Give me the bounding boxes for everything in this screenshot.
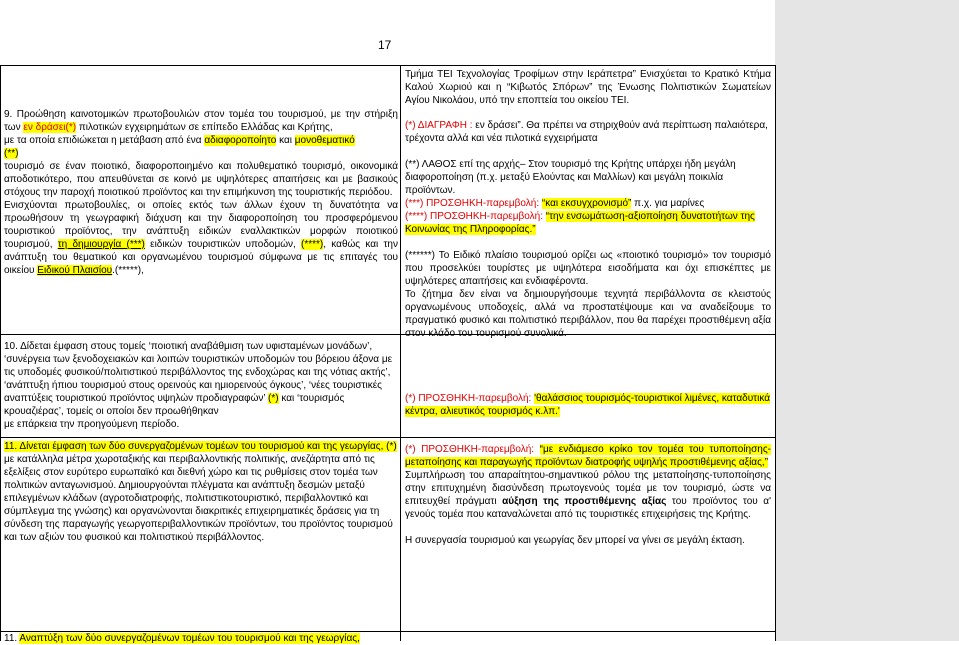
table-border-top [0, 65, 776, 66]
text-span: με τα οποία επιδιώκεται η μετάβαση από ένα [4, 135, 205, 146]
row3-right-cell [405, 443, 771, 547]
row2-right-text [405, 392, 771, 418]
highlight-span: μονοθεματικό [294, 135, 355, 146]
text-span: , καθώς και την ανάπτυξη του θεματικού και οργανωμένου τουρισμού σύμφωνα με τις επιταγές του οικείου [4, 239, 398, 276]
text-span: (*) ΠΡΟΣΘΗΚΗ-παρεμβολή: [405, 393, 535, 404]
row1-left-para1 [4, 108, 398, 134]
text-span: Ενισχύονται πρωτοβουλίες, οι οποίες εκτός των άλλων έχουν τη δυνατότητα να προωθήσουν τη γεωγραφική διάχυση και την διαφοροποίηση του προσφερόμενου τουριστικού προϊόντος, την ανάπτυξη ειδικών εναλλακτικών μορφών ποιοτικού τουρισμού, [4, 200, 398, 250]
row1-left-para2 [4, 134, 398, 160]
highlight-span: “την ενσωμάτωση-αξιοποίηση δυνατοτήτων της Κοινωνίας της Πληροφορίας.” [405, 211, 755, 235]
row1-left-para4 [4, 199, 398, 277]
row2-right-cell [405, 392, 771, 418]
text-span: 10. Δίδεται έμφαση στους τομείς ‘ποιοτική αναβάθμιση των υφισταμένων μονάδων’, ‘συνέργεια των ξενοδοχειακών και λοιπών τουριστικών υποδομών του βόρειου άξονα με τις υποδομές φυσικού/πολιτιστικού περιβάλλοντος της ενδοχώρας και της νότιας ακτής’, ‘ανάπτυξη ήπιου τουρισμού στους ορεινούς και ημιορεινούς όγκους’, ‘νέες τουριστικές αναπτύξεις τουριστικού προϊόντος υψηλών προδιαγραφών’ [4, 341, 393, 404]
row0-right-cell [405, 68, 771, 107]
text-span: (****) ΠΡΟΣΘΗΚΗ-παρεμβολή: [405, 211, 546, 222]
text-span: με επάρκεια την προηγούμενη περίοδο. [4, 419, 180, 430]
row3-left-text [4, 440, 398, 544]
row1-right-note2: (**) ΛΑΘΟΣ επί της αρχής– Στον τουρισμό της Κρήτης υπάρχει ήδη μεγάλη διαφοροποίηση (π.χ. μεταξύ Ελούντας και Μαλλίων) και μεγάλη ποικιλία προϊόντων. [405, 159, 736, 196]
row4-left-text [4, 632, 398, 645]
table-border-middle [400, 65, 401, 641]
highlight-span: (**) [4, 148, 19, 159]
row3-right-note2 [405, 469, 771, 521]
text-span: με κατάλληλα μέτρα χωροταξικής και περιβαλλοντικής πολιτικής, ανεζάρτητα από τις εξελίξεις στον ευρύτερο ευρωπαϊκό και διεθνή χώρο και τις ρυθμίσεις στον τομέα των πολιτικών ανταγωνισμού. Δημιουργούνται πλέγματα και ανάπτυξη δεσμών μεταξύ επιλεγμένων κλάδων (αγροτοδιατροφής, πολιτιστικοτουριστικό, περιβαλλοντικό και σύμπλεγμα της γνώσης) και οργανώνονται διακριτικές επιχειρηματικές δράσεις για τη σύνδεση της παραγωγής γεωργοπεριβαλλοντικών προϊόντων, του προϊόντος τουρισμού και των αξιών του φυσικού και πολιτιστικού περιβάλλοντος. [4, 454, 393, 543]
text-span: (***) ΠΡΟΣΘΗΚΗ-παρεμβολή: [405, 198, 542, 209]
text-span: εν δράσει”. [475, 120, 524, 131]
page-number: 17 [378, 38, 392, 52]
text-span: Συμπλήρωση του απαραίτητου-σημαντικού ρόλου της μεταποίησης-τυποποίησης στην επιτυχημένη διασύνδεση πρωτογενούς τομέα με τον τουρισμό, ώστε να επιτευχθεί πράγματι [405, 470, 771, 507]
highlight-span: (****) [301, 239, 324, 250]
row1-right-note6: Το ζήτημα δεν είναι να δημιουργήσουμε τεχνητά περιβάλλοντα σε κλειστούς οργανωμένους υποδοχείς, αλλά να προστατέψουμε και να αναδείξουμε το πραγματικό φυσικό και πολιτιστικό περιβάλλον, που θα παρέχει προστιθέμενη αξία στον κλάδο του τουρισμού συνολικά. [405, 289, 771, 339]
text-span: Θα πρέπει να στηριχθούν ανά περίπτωση παλαιότερα, τρέχοντα αλλά και νέα πιλοτικά εγχειρήματα [405, 120, 768, 144]
highlight-span: “με ενδιάμεσο κρίκο τον τομέα του τυποποίησης-μεταποίησης και παραγωγής προϊόντων διατροφής υψηλής προστιθέμενης αξίας,” [405, 444, 771, 468]
text-span: πιλοτικών εγχειρημάτων σε επίπεδο Ελλάδας και Κρήτης, [76, 122, 333, 133]
text-span: 11. [4, 633, 20, 644]
table-border-row2 [0, 437, 776, 438]
row1-left-cell [4, 108, 398, 277]
row3-right-note3: Η συνεργασία τουρισμού και γεωργίας δεν μπορεί να γίνει σε μεγάλη έκταση. [405, 535, 745, 546]
row3-right-note1 [405, 443, 771, 469]
row0-right-text: Τμήμα ΤΕΙ Τεχνολογίας Τροφίμων στην Ιεράπετρα” Ενισχύεται το Κρατικό Κτήμα Καλού Χωριού και η “Κιβωτός Σπόρων” της Ένωσης Πολιτιστικών Σωματείων Αγίου Νικολάου, υπό την εποπτεία του οικείου ΤΕΙ. [405, 69, 771, 106]
table-border-right [775, 65, 776, 641]
highlight-span: 'θαλάσσιος τουρισμός-τουριστικοί λιμένες, καταδυτικά κέντρα, αλιευτικός τουρισμός κ.λπ.' [405, 393, 771, 417]
comment-margin-panel [775, 0, 959, 641]
text-span: του προϊόντος του α' γενούς τομέα που καταναλώνεται από τις τουριστικές επιχειρήσεις της Κρήτης. [405, 496, 771, 520]
table-border-left [0, 65, 1, 641]
highlight-span: (*) [268, 393, 279, 404]
highlight-span: “και εκσυγχρονισμό” [541, 198, 632, 209]
bold-span: αύξηση της προστιθέμενης αξίας [502, 496, 667, 507]
text-span: 9. Προώθηση καινοτομικών πρωτοβουλιών στον τομέα του τουρισμού, με την στήριξη των [4, 109, 398, 133]
text-span: (*) ΠΡΟΣΘΗΚΗ-παρεμβολή: [405, 444, 540, 455]
row3-left-cell [4, 440, 398, 544]
highlight-span: αδιαφοροποίητο [204, 135, 277, 146]
text-span: ειδικών τουριστικών υποδομών, [144, 239, 302, 250]
row2-left-text [4, 340, 398, 431]
text-span: .(*****), [112, 265, 144, 276]
highlight-span: 11. Δίνεται έμφαση των δύο συνεργαζομένων τομέων του τουρισμού και της γεωργίας, (*) [4, 441, 397, 452]
text-span: (*) [405, 120, 418, 131]
row1-right-note4 [405, 210, 771, 236]
row2-left-cell [4, 340, 398, 431]
row1-left-para3: τουρισμό σε έναν ποιοτικό, διαφοροποιημένο και πολυθεματικό τουρισμό, οικονομικά αποδοτικότερο, που απευθύνεται σε κοινό με υψηλότερες απαιτήσεις και με βασικούς στόχους την παροχή ποιοτικού προϊόντος και την επιμήκυνση της τουριστικής περιόδου. [4, 161, 398, 198]
row1-right-note1 [405, 119, 771, 145]
row1-right-note3 [405, 197, 771, 210]
highlight-span: εν δράσει(*) [23, 122, 77, 133]
row1-right-cell [405, 119, 771, 340]
text-span: ΔΙΑΓΡΑΦΗ : [417, 120, 476, 131]
text-span: π.χ. για μαρίνες [631, 198, 705, 209]
text-span: και ‘τουρισμός κρουαζιέρας’, τομείς οι οποίοι δεν προωθήθηκαν [4, 393, 345, 417]
text-span: και [276, 135, 295, 146]
row4-left-cell [4, 632, 398, 645]
row1-right-note5: (******) Το Ειδικό πλαίσιο τουρισμού ορίζει ως «ποιοτικό τουρισμό» τον τουρισμό που προσελκύει τουρίστες με υψηλότερα εισοδήματα και όχι επισκέπτες με υψηλότερες απαιτήσεις και ενδιαφέροντα. [405, 250, 771, 287]
highlight-span: Ειδικού Πλαισίου [37, 265, 113, 276]
highlight-span: Αναπτύξη των δύο συνεργαζομένων τομέων του τουρισμού και της γεωργίας, [19, 633, 360, 644]
highlight-span: τη δημιουργία (***) [57, 239, 145, 250]
